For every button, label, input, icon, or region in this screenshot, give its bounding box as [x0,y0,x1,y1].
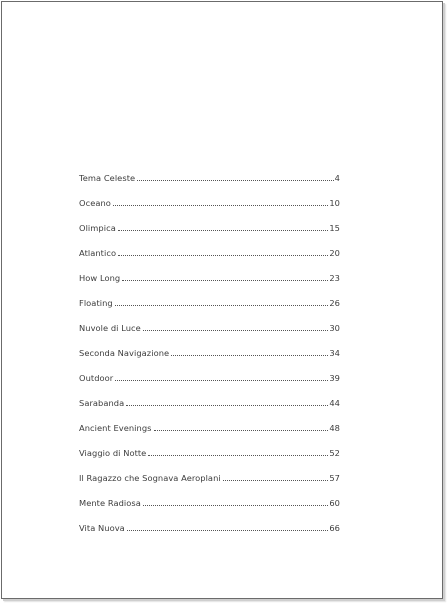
toc-dot-leader [127,530,329,531]
toc-entry [79,348,340,373]
toc-entry-title: How Long [79,273,121,283]
toc-dot-leader [115,305,329,306]
toc-entry [79,423,340,448]
toc-entry-page: 52 [329,448,340,458]
toc-entry-title: Floating [79,298,113,308]
toc-entry-page: 48 [329,423,340,433]
toc-entry [79,448,340,473]
toc-entry-title: Oceano [79,198,111,208]
toc-entry-page: 10 [329,198,340,208]
toc-entry-title: Olimpica [79,223,116,233]
toc-entry-title: Il Ragazzo che Sognava Aeroplani [79,473,221,483]
toc-entry [79,173,340,198]
toc-entry [79,273,340,298]
toc-entry-page: 20 [329,248,340,258]
toc-dot-leader [126,405,328,406]
toc-dot-leader [143,330,329,331]
toc-dot-leader [115,380,328,381]
toc-entry-page: 60 [329,498,340,508]
toc-entry [79,298,340,323]
toc-entry-title: Atlantico [79,248,117,258]
document-page [1,1,443,599]
toc-dot-leader [118,255,328,256]
toc-entry [79,398,340,423]
toc-entry-page: 34 [329,348,340,358]
table-of-contents [79,173,340,548]
toc-dot-leader [118,230,328,231]
toc-dot-leader [143,505,328,506]
toc-entry-page: 30 [329,323,340,333]
toc-entry-title: Outdoor [79,373,114,383]
toc-entry-page: 4 [334,173,340,183]
toc-dot-leader [113,205,328,206]
toc-entry-page: 23 [329,273,340,283]
toc-entry [79,223,340,248]
toc-entry-page: 44 [329,398,340,408]
toc-entry [79,373,340,398]
toc-entry-title: Nuvole di Luce [79,323,141,333]
toc-entry [79,498,340,523]
toc-entry [79,323,340,348]
toc-entry-page: 57 [329,473,340,483]
toc-entry-page: 15 [329,223,340,233]
toc-entry [79,248,340,273]
toc-dot-leader [171,355,328,356]
toc-dot-leader [154,430,329,431]
toc-entry-title: Viaggio di Notte [79,448,147,458]
toc-dot-leader [223,480,329,481]
toc-entry-title: Mente Radiosa [79,498,141,508]
toc-dot-leader [122,280,328,281]
toc-entry-title: Sarabanda [79,398,125,408]
toc-entry-page: 39 [329,373,340,383]
toc-entry-title: Ancient Evenings [79,423,152,433]
toc-entry-title: Tema Celeste [79,173,136,183]
toc-entry [79,198,340,223]
toc-entry-page: 66 [329,523,340,533]
toc-dot-leader [148,455,328,456]
toc-entry [79,523,340,548]
toc-entry-page: 26 [329,298,340,308]
toc-entry [79,473,340,498]
toc-dot-leader [137,180,334,181]
toc-entry-title: Vita Nuova [79,523,125,533]
toc-entry-title: Seconda Navigazione [79,348,170,358]
